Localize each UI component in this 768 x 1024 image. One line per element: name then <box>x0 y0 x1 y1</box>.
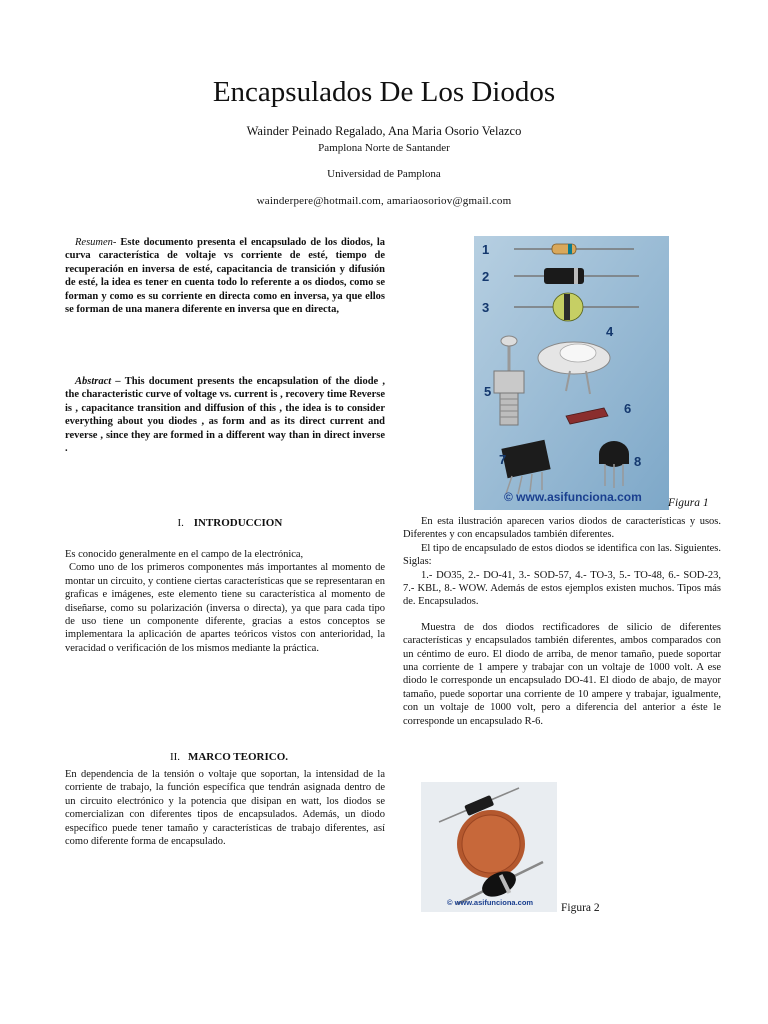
paper-title: Encapsulados De Los Diodos <box>212 76 556 108</box>
figure-2-watermark: © www.asifunciona.com <box>447 898 534 907</box>
figure-1-label-4: 4 <box>606 324 614 339</box>
figure-1-label-3: 3 <box>482 300 490 315</box>
figure-1-label-1: 1 <box>482 242 490 257</box>
right-paragraph-1: En esta ilustración aparecen varios diodos de características y usos. Diferentes y con encapsulados también diferentes. <box>403 516 721 541</box>
section-title: INTRODUCCION <box>193 517 283 529</box>
section-number: II. <box>169 751 181 763</box>
resumen-block <box>65 236 385 316</box>
figure-1-watermark: © www.asifunciona.com <box>504 490 642 504</box>
right-paragraph-4: Muestra de dos diodos rectificadores de silicio de diferentes características y encapsulados también diferentes, ambos comparados con un céntimo de euro. El diodo de arriba, de menor tamaño, puede soportar una corriente de 1 ampere y trabajar con un voltaje de 1000 volt. A ese diodo le corresponde un encapsulado DO-41. El diodo de abajo, de mayor tamaño, puede soportar una corriente de 10 ampere y trabajar, igualmente, con un voltaje de 1000 volt, pero a diferencia del anterior a éste le corresponde un encapsulado R-6. <box>403 621 721 727</box>
figure-1-caption: Figura 1 <box>668 497 709 509</box>
figure-2-caption: Figura 2 <box>561 902 600 914</box>
figure-1-label-7: 7 <box>499 452 507 467</box>
abstract-label: Abstract – <box>75 376 121 387</box>
resumen-label: Resumen- <box>75 237 117 248</box>
abstract-text: This document presents the encapsulation of the diode , the characteristic curve of voltage vs. current is , recovery time Reverse is , capacitance transition and diffusion of this , the idea is to consider everything about you diodes , as form and as its direct current and reverse , since they are formed in a different way than in direct inverse . <box>65 376 385 455</box>
marco-paragraph-1: En dependencia de la tensión o voltaje que soportan, la intensidad de la corriente de trabajo, la función específica que tendrán asignada dentro de un circuito electrónico y la potencia que disipan en watt, los diodos se comercializan con diferentes tipos de encapsulados. Además, un diodo específico puede tener tamaño y características de trabajo diferentes, así como diferente forma de encapsulado. <box>65 769 385 848</box>
right-paragraph-2: El tipo de encapsulado de estos diodos se identifica con las. Siguientes. Siglas: <box>403 542 721 568</box>
intro-paragraph-1: Es conocido generalmente en el campo de la electrónica, <box>65 549 304 560</box>
figure-1-label-6: 6 <box>624 401 632 416</box>
figure-2-rectifier-diodes <box>421 782 557 912</box>
abstract-block <box>65 375 385 455</box>
emails: wainderpere@hotmail.com, amariaosoriov@gmail.com <box>256 195 512 207</box>
figure-1-label-2: 2 <box>482 269 490 284</box>
resumen-text: Este documento presenta el encapsulado de los diodos, la curva característica de voltaje vs corriente de esté, tiempo de recuperación en inversa de esté, capacitancia de transición y difusión de esté, la idea es tener en cuenta todo lo referente a os diodos, como se forman y como es su corriente en directa como en inversa, ya que ellos se forman de una manera diferente en inversa que en directa, <box>65 237 385 316</box>
section-heading-marco-teorico <box>65 750 385 764</box>
right-column-body <box>403 515 721 728</box>
authors: Wainder Peinado Regalado, Ana Maria Osorio Velazco <box>246 124 522 138</box>
marco-teorico-body <box>65 768 385 848</box>
figure-1-diode-packages <box>474 236 669 510</box>
figure-1-label-5: 5 <box>484 384 492 399</box>
introduccion-body <box>65 548 385 655</box>
figure-1-label-8: 8 <box>634 454 642 469</box>
university: Universidad de Pamplona <box>327 168 441 180</box>
section-heading-introduccion <box>65 516 385 530</box>
intro-paragraph-2: Como uno de los primeros componentes más importantes al momento de montar un circuito, y contiene ciertas características que se representaran en graficas e imágenes, este elemento tiene su característica al momento de diseñarse, como su polarización (inversa o directa), ya que para cada tipo de uso tiene un componente diferente, gracias a estos conceptos se implementara la aplicación de apartes teóricos vistos con anterioridad, la veracidad o verificación de los mismos mediante la práctica. <box>65 562 385 654</box>
section-number: I. <box>177 517 184 529</box>
diode-do35 <box>552 244 576 254</box>
diode-to48 <box>494 371 524 393</box>
section-title: MARCO TEORICO. <box>187 751 289 763</box>
right-paragraph-3: 1.- DO35, 2.- DO-41, 3.- SOD-57, 4.- TO-3, 5.- TO-48, 6.- SOD-23, 7.- KBL, 8.- WOW. Además de estos ejemplos existen muchos. Tipos más de. Encapsulados. <box>403 569 721 608</box>
location: Pamplona Norte de Santander <box>318 142 450 154</box>
